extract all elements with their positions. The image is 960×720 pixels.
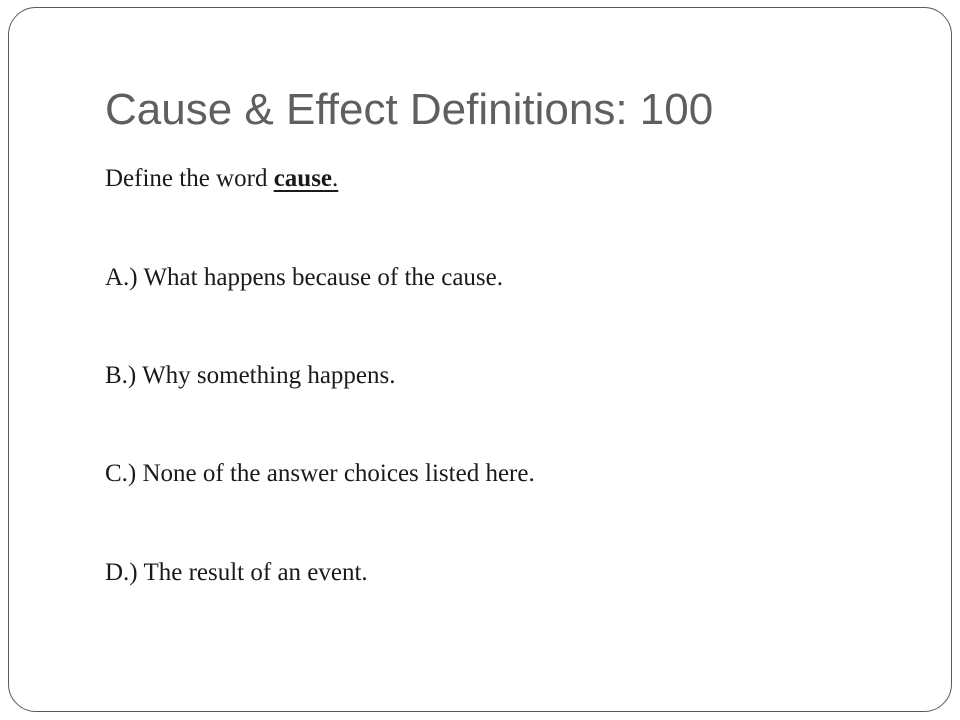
- question-keyword-group: [274, 165, 339, 192]
- question-prefix: Define the word: [105, 165, 274, 192]
- question-suffix: .: [332, 165, 339, 192]
- choice-text: The result of an event.: [143, 559, 368, 586]
- choice-letter: D.): [105, 559, 138, 586]
- slide-title: Cause & Effect Definitions: 100: [105, 85, 714, 134]
- question-prompt: [105, 163, 338, 195]
- answer-choice-d[interactable]: [105, 557, 368, 589]
- answer-choice-c[interactable]: [105, 458, 535, 490]
- answer-choice-a[interactable]: [105, 262, 503, 294]
- choice-text: Why something happens.: [142, 362, 396, 389]
- choice-text: What happens because of the cause.: [143, 264, 504, 291]
- choice-letter: A.): [105, 264, 138, 291]
- choice-text: None of the answer choices listed here.: [142, 460, 535, 487]
- choice-letter: B.): [105, 362, 137, 389]
- question-keyword: cause: [273, 165, 333, 192]
- answer-choice-b[interactable]: [105, 360, 396, 392]
- choice-letter: C.): [105, 460, 137, 487]
